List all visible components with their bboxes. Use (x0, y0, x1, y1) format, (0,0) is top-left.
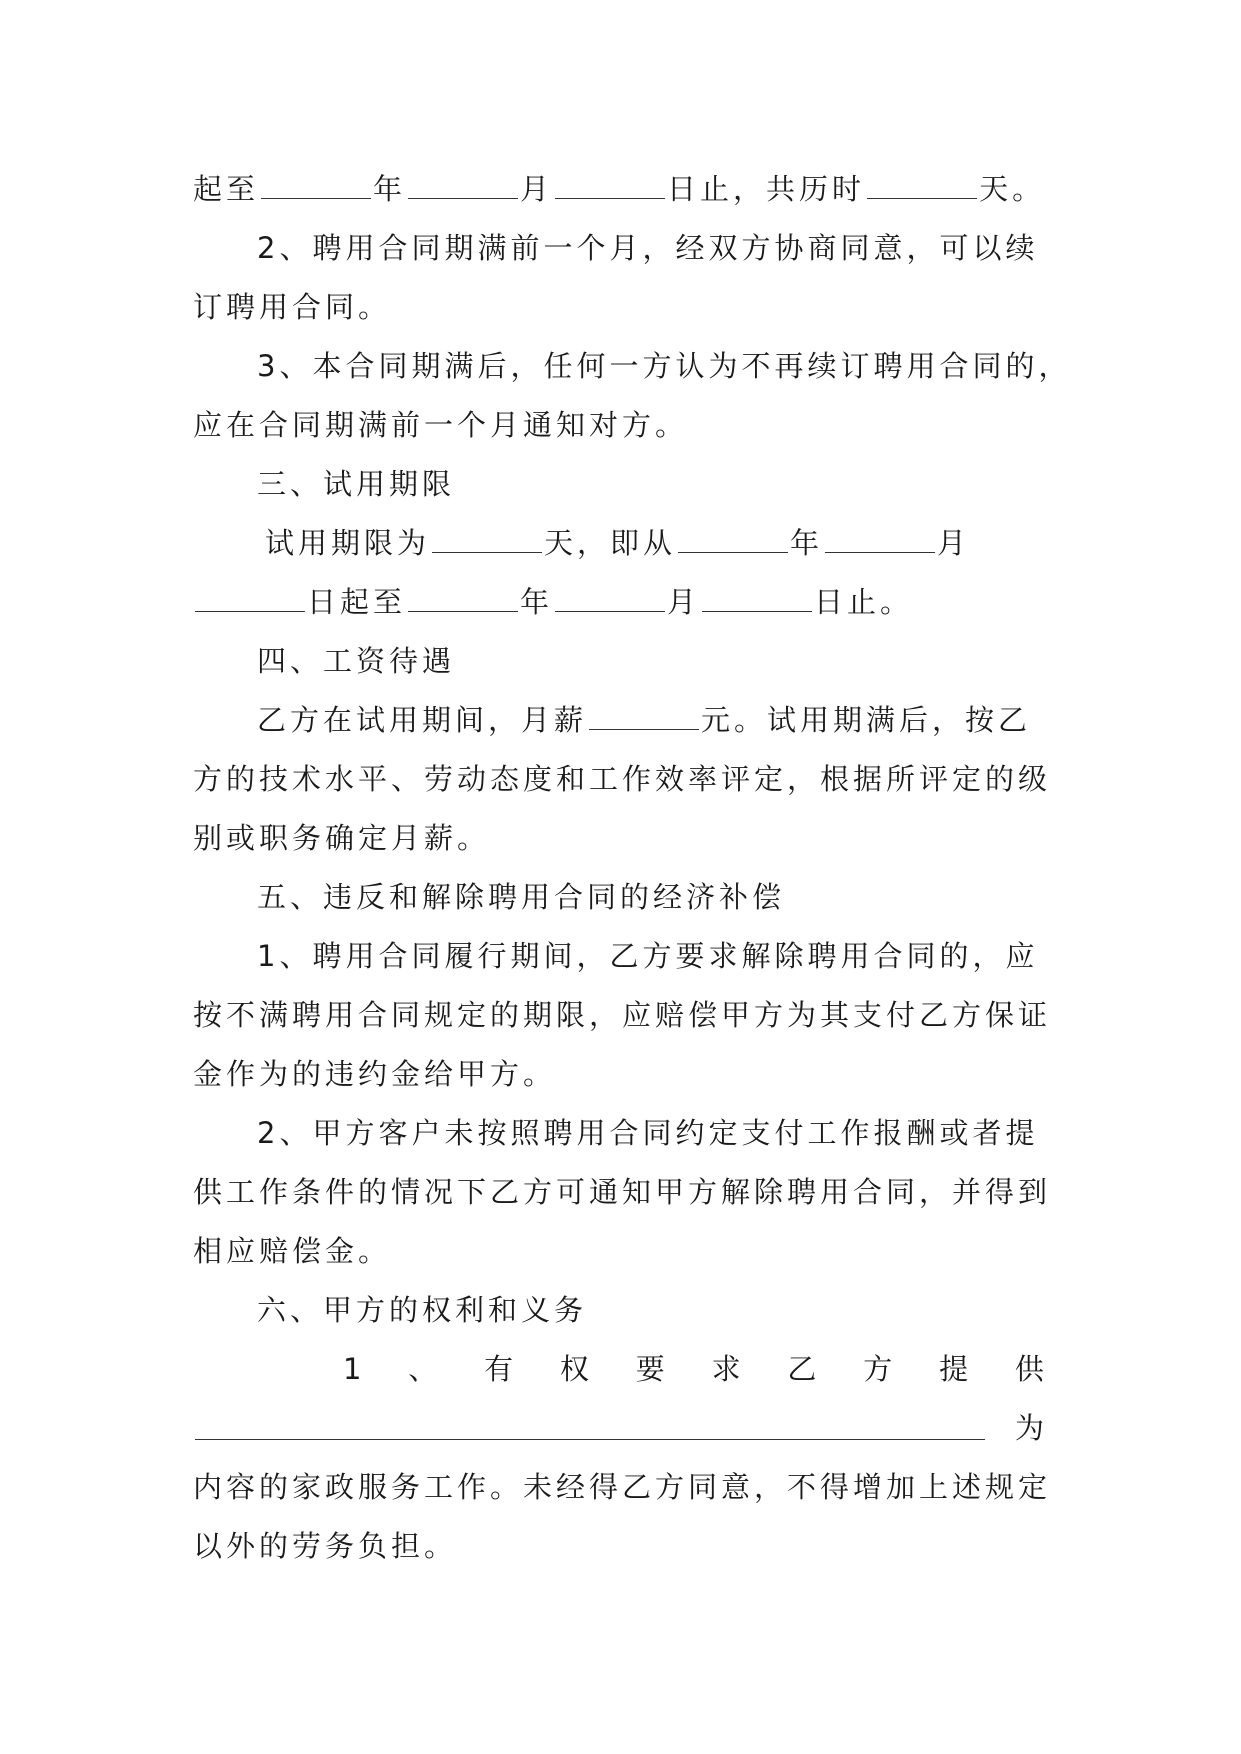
doc-char: 1 (343, 1352, 366, 1386)
doc-char: 方 (863, 1352, 897, 1386)
doc-text: 年 (790, 526, 824, 560)
fill-blank (261, 176, 371, 199)
doc-char: 有 (484, 1352, 518, 1386)
fill-blank (195, 589, 305, 612)
doc-line (193, 160, 1048, 219)
doc-line: 以外的劳务负担。 (193, 1529, 458, 1563)
section-heading: 六、甲方的权利和义务 (257, 1293, 588, 1327)
doc-line: 3、本合同期满后，任何一方认为不再续订聘用合同的， (257, 349, 1072, 383)
fill-blank (555, 176, 665, 199)
doc-text: 日止。 (814, 585, 914, 619)
doc-line: 相应赔偿金。 (193, 1234, 392, 1268)
doc-text: 月 (520, 172, 554, 206)
doc-line (193, 1399, 1048, 1458)
section-heading: 三、试用期限 (257, 467, 456, 501)
doc-text: 月 (937, 526, 971, 560)
doc-char: 权 (559, 1352, 593, 1386)
doc-char: 供 (1014, 1352, 1048, 1386)
doc-line: 供工作条件的情况下乙方可通知甲方解除聘用合同，并得到 (193, 1175, 1052, 1209)
doc-text: 试用期限为 (265, 526, 431, 560)
doc-text: 年 (520, 585, 554, 619)
doc-text: 日止，共历时 (667, 172, 866, 206)
fill-blank (555, 589, 665, 612)
doc-line: 方的技术水平、劳动态度和工作效率评定，根据所评定的级 (193, 762, 1052, 796)
fill-blank (408, 589, 518, 612)
doc-line (193, 691, 1048, 750)
section-heading: 五、违反和解除聘用合同的经济补偿 (257, 880, 786, 914)
doc-line: 按不满聘用合同规定的期限，应赔偿甲方为其支付乙方保证 (193, 998, 1052, 1032)
doc-text: 乙方在试用期间，月薪 (257, 703, 588, 737)
fill-blank (432, 530, 542, 553)
doc-text: 起至 (193, 172, 260, 206)
doc-line: 1、聘用合同履行期间，乙方要求解除聘用合同的，应 (257, 939, 1039, 973)
doc-text: 年 (373, 172, 407, 206)
fill-blank (408, 176, 518, 199)
doc-line: 订聘用合同。 (193, 290, 392, 324)
fill-blank (195, 1417, 985, 1440)
doc-text: 天，即从 (544, 526, 677, 560)
doc-line (193, 573, 1048, 632)
doc-line: 别或职务确定月薪。 (193, 821, 491, 855)
fill-blank (678, 530, 788, 553)
doc-text: 月 (667, 585, 701, 619)
fill-blank (867, 176, 977, 199)
fill-blank (825, 530, 935, 553)
fill-blank (589, 707, 699, 730)
doc-text: 日起至 (307, 585, 407, 619)
doc-char: 要 (635, 1352, 669, 1386)
fill-blank (702, 589, 812, 612)
doc-char: 乙 (787, 1352, 821, 1386)
doc-char: 提 (939, 1352, 973, 1386)
doc-line: 2、甲方客户未按照聘用合同约定支付工作报酬或者提 (257, 1116, 1039, 1150)
doc-line: 金作为的违约金给甲方。 (193, 1057, 557, 1091)
doc-line (193, 514, 1048, 573)
doc-char: 、 (408, 1352, 442, 1386)
doc-text: 元。试用期满后，按乙 (701, 703, 1032, 737)
document-page (193, 160, 1072, 1576)
section-heading: 四、工资待遇 (257, 644, 456, 678)
doc-line: 内容的家政服务工作。未经得乙方同意，不得增加上述规定 (193, 1470, 1052, 1504)
doc-line (193, 1340, 1048, 1399)
doc-char: 求 (711, 1352, 745, 1386)
doc-text: 天。 (979, 172, 1046, 206)
doc-line: 2、聘用合同期满前一个月，经双方协商同意，可以续 (257, 231, 1039, 265)
doc-line: 应在合同期满前一个月通知对方。 (193, 408, 689, 442)
doc-text: 为 (1014, 1411, 1048, 1445)
